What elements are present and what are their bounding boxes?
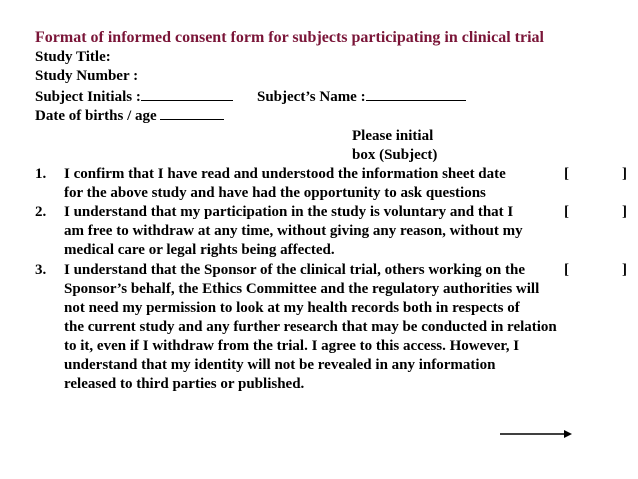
item-text-line: medical care or legal rights being affected. <box>64 242 335 258</box>
subject-name-label: Subject’s Name : <box>257 89 366 105</box>
subject-name-row <box>257 87 466 107</box>
study-number-label: Study Number : <box>35 68 139 84</box>
subject-initials-row <box>35 87 233 107</box>
subject-initials-blank <box>141 87 233 101</box>
item-text-line: I understand that the Sponsor of the clinical trial, others working on the <box>64 262 526 278</box>
item-number: 1. <box>35 166 47 182</box>
form-title: Format of informed consent form for subjects participating in clinical trial <box>35 29 544 46</box>
initial-box-open[interactable]: [ <box>564 262 569 278</box>
item-text-line: I confirm that I have read and understood the information sheet date <box>64 166 506 182</box>
item-text-line: the current study and any further research that may be conducted in relation <box>64 319 557 335</box>
subject-name-blank <box>366 87 466 101</box>
item-text-line: Sponsor’s behalf, the Ethics Committee and the regulatory authorities will <box>64 281 540 297</box>
subject-initials-label: Subject Initials : <box>35 89 141 105</box>
initial-box-close[interactable]: ] <box>622 262 627 278</box>
item-text-line: am free to withdraw at any time, without giving any reason, without my <box>64 223 523 239</box>
initial-box-header-line2: box (Subject) <box>352 147 438 163</box>
dob-age-blank <box>160 106 224 120</box>
dob-age-row <box>35 106 224 126</box>
dob-age-label: Date of births / age <box>35 108 157 124</box>
item-text-line: understand that my identity will not be revealed in any information <box>64 357 496 373</box>
initial-box-close[interactable]: ] <box>622 166 627 182</box>
next-arrow-icon[interactable] <box>500 428 574 440</box>
initial-box-open[interactable]: [ <box>564 166 569 182</box>
initial-box-header-line1: Please initial <box>352 128 434 144</box>
initial-box-open[interactable]: [ <box>564 204 569 220</box>
item-text-line: released to third parties or published. <box>64 376 305 392</box>
item-text-line: I understand that my participation in the study is voluntary and that I <box>64 204 514 220</box>
item-text-line: to it, even if I withdraw from the trial. I agree to this access. However, I <box>64 338 520 354</box>
study-title-label: Study Title: <box>35 49 111 65</box>
item-text-line: not need my permission to look at my health records both in respects of <box>64 300 520 316</box>
initial-box-close[interactable]: ] <box>622 204 627 220</box>
item-number: 2. <box>35 204 47 220</box>
item-text-line: for the above study and have had the opportunity to ask questions <box>64 185 486 201</box>
item-number: 3. <box>35 262 47 278</box>
